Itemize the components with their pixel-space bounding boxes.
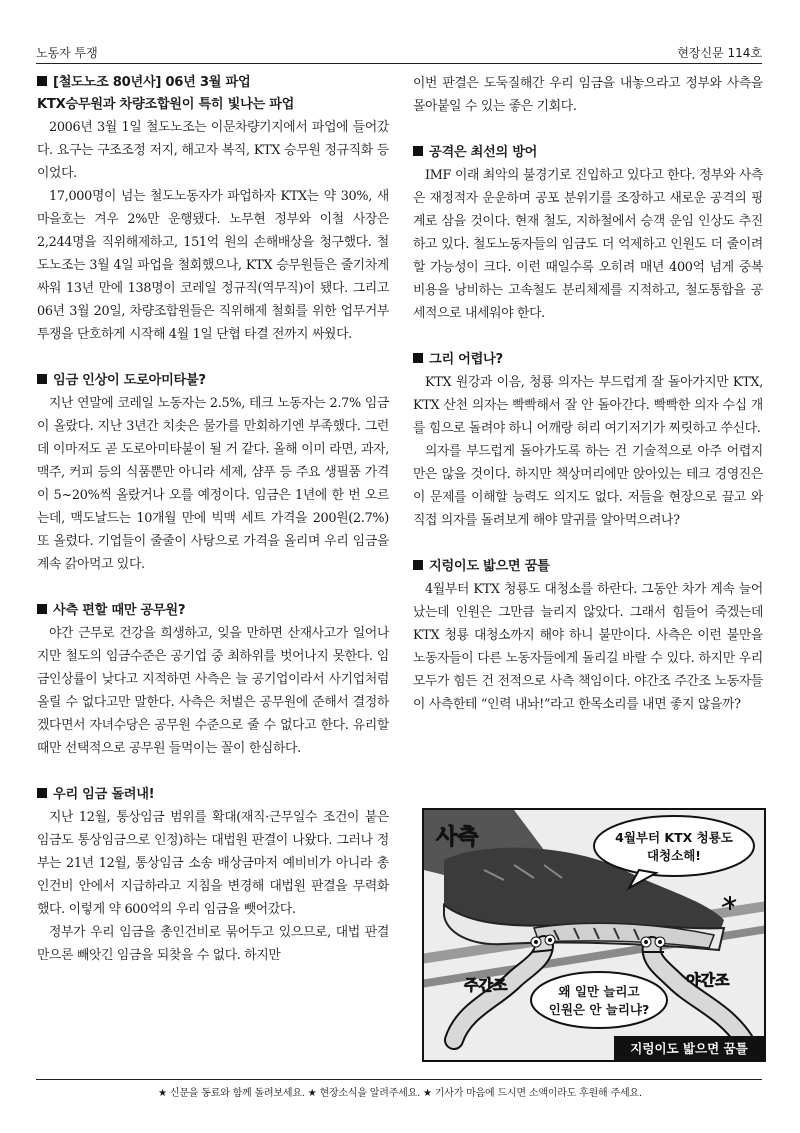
bullet-square-icon [37, 76, 47, 86]
article-public-servant [37, 600, 389, 760]
article-title: 공격은 최선의 방어 [413, 142, 763, 164]
left-column [37, 72, 389, 967]
paragraph: 의자를 부드럽게 돌아가도록 하는 건 기술적으로 아주 어렵지만은 않을 것이다. 하지만 책상머리에만 앉아있는 테크 경영진은 이 문제를 이해할 능력도 의지도 없다. 저들을 현장으로 끌고 와 직접 의자를 돌려보게 해야 말귀를 알아먹으려나? [413, 444, 763, 528]
article-body [413, 578, 763, 716]
paragraph: 2006년 3월 1일 철도노조는 이문차량기지에서 파업에 들어갔다. 요구는 구조조정 저지, 해고자 복직, KTX 승무원 정규직화 등이었다. [37, 120, 389, 181]
cartoon-illustration [422, 808, 766, 1062]
article-so-difficult [413, 349, 763, 532]
paragraph: 이번 판결은 도둑질해간 우리 임금을 내놓으라고 정부와 사측을 몰아붙일 수 있는 좋은 기회다. [413, 76, 763, 114]
label-company: 사측 [436, 825, 479, 850]
article-return-wages [37, 784, 389, 967]
paragraph: 야간 근무로 건강을 희생하고, 잊을 만하면 산재사고가 일어나지만 철도의 임금수준은 공기업 중 최하위를 벗어나지 못한다. 임금인상률이 낮다고 지적하면 사측은 늘 공기업이라서 사기업처럼 올릴 수 없다고만 말한다. 사측은 처벌은 공무원에 준해서 결정하겠다면서 자녀수당은 공무원 수준으로 줄 수 없다고 한다. 유리할 때만 선택적으로 공무원 들먹이는 꼴이 한심하다. [37, 626, 389, 756]
article-title: 우리 임금 돌려내! [37, 784, 389, 806]
paragraph: KTX 원강과 이음, 청룡 의자는 부드럽게 잘 돌아가지만 KTX, KTX 산천 의자는 빡빡해서 잘 안 돌아간다. 빡빡한 의자 수십 개를 힘으로 돌려야 하니 어깨랑 허리 여기저기가 찌릿하고 쑤신다. [413, 375, 763, 436]
article-attack-best-defense [413, 142, 763, 325]
bullet-square-icon [37, 374, 47, 384]
article-subtitle: KTX승무원과 차량조합원이 특히 빛나는 파업 [37, 97, 295, 112]
paragraph: 지난 12월, 통상임금 범위를 확대(재직·근무일수 조건이 붙은 임금도 통상임금으로 인정)하는 대법원 판결이 나왔다. 그러나 정부는 21년 12월, 통상임금 소송 배상금마저 예비비가 아니라 총인건비 안에서 지급하라고 지침을 변경해 대법원 판결을 무력화했다. 이렇게 약 600억의 우리 임금을 뺏어갔다. [37, 810, 389, 917]
article-title: [철도노조 80년사] 06년 3월 파업 [37, 72, 389, 94]
svg-text:인원은 안 늘리냐?: 인원은 안 늘리냐? [548, 1002, 650, 1017]
page-footer: ★ 신문을 동료와 함께 돌려보세요. ★ 현장소식을 알려주세요. ★ 기사가 마음에 드시면 소액이라도 후원해 주세요. [158, 1088, 642, 1099]
article-body [37, 622, 389, 760]
article-title: 그리 어렵나? [413, 349, 763, 371]
article-title: 지렁이도 밟으면 꿈틀 [413, 556, 763, 578]
label-day-shift: 주간조 [464, 976, 508, 994]
bullet-square-icon [413, 560, 423, 570]
article-continuation [413, 72, 763, 118]
footer-rule [36, 1079, 762, 1080]
bullet-square-icon [37, 604, 47, 614]
paragraph: 정부가 우리 임금을 총인건비로 묶어두고 있으므로, 대법 판결만으론 빼앗긴 임금을 되찾을 수 없다. 하지만 [37, 925, 389, 963]
speech-bubble-bottom [531, 972, 667, 1028]
article-railway-union-history [37, 72, 389, 346]
label-night-shift: 야간조 [686, 971, 730, 989]
article-worm-turns [413, 556, 763, 716]
paragraph: 17,000명이 넘는 철도노동자가 파업하자 KTX는 약 30%, 새마을호는 겨우 2%만 운행됐다. 노무현 정부와 이철 사장은 2,244명을 직위해제하고, 151억 원의 손해배상을 청구했다. 철도노조는 3월 4일 파업을 철회했으나, KTX 승무원들은 줄기차게 싸워 13년 만에 138명이 코레일 정규직(역무직)이 됐다. 그리고 06년 3월 20일, 차량조합원들은 직위해제 철회를 위한 업무거부투쟁을 단호하게 시작해 4월 1일 단협 타결 전까지 싸웠다. [37, 189, 389, 342]
bullet-square-icon [413, 146, 423, 156]
paragraph: IMF 이래 최악의 불경기로 진입하고 있다고 한다. 정부와 사측은 재정적자 운운하며 공포 분위기를 조장하고 새로운 공격의 핑계로 삼을 것이다. 현재 철도, 지하철에서 승객 운임 인상도 추진하고 있다. 철도노동자들의 임금도 더 억제하고 인원도 더 줄이려 할 가능성이 크다. 이런 때일수록 오히려 매년 400억 넘게 중복 비용을 낭비하는 고속철도 분리체제를 지적하고, 철도통합을 공세적으로 내세워야 한다. [413, 168, 763, 321]
article-body [37, 116, 389, 346]
article-title: 사측 편할 때만 공무원? [37, 600, 389, 622]
article-title: 임금 인상이 도로아미타불? [37, 370, 389, 392]
bullet-square-icon [37, 788, 47, 798]
article-body [413, 371, 763, 532]
paragraph: 4월부터 KTX 청룡도 대청소를 하란다. 그동안 차가 계속 늘어났는데 인원은 그만큼 늘리지 않았다. 그래서 힘들어 죽겠는데 KTX 청룡 대청소까지 해야 하니 불만이다. 사측은 이런 불만을 노동자들이 다른 노동자들에게 돌리길 바랄 수 있다. 하지만 우리 모두가 힘든 건 전적으로 사측 책임이다. 야간조 주간조 노동자들이 사측한테 “인력 내놔!”라고 한목소리를 내면 좋지 않을까? [413, 582, 763, 712]
cartoon-caption: 지렁이도 밟으면 꿈틀 [630, 1041, 748, 1056]
article-body [37, 392, 389, 576]
article-body [413, 164, 763, 325]
section-name: 노동자 투쟁 [36, 46, 98, 60]
header-rule [36, 63, 762, 64]
svg-text:왜 일만 늘리고: 왜 일만 늘리고 [558, 984, 640, 999]
article-wage-increase [37, 370, 389, 576]
article-body [37, 806, 389, 967]
right-column [413, 72, 763, 716]
issue-number: 현장신문 114호 [677, 46, 762, 60]
svg-text:대청소해!: 대청소해! [646, 848, 702, 863]
svg-text:4월부터 KTX 청룡도: 4월부터 KTX 청룡도 [615, 830, 733, 845]
bullet-square-icon [413, 353, 423, 363]
paragraph: 지난 연말에 코레일 노동자는 2.5%, 테크 노동자는 2.7% 임금이 올랐다. 지난 3년간 치솟은 물가를 만회하기엔 부족했다. 그런데 이마저도 곧 도로아미타불이 될 거 같다. 올해 이미 라면, 과자, 맥주, 커피 등의 식품뿐만 아니라 세제, 샴푸 등 주요 생필품 가격이 5~20%씩 올랐거나 오를 예정이다. 임금은 1년에 한 번 오르는데, 맥도날드는 10개월 만에 빅맥 세트 가격을 200원(2.7%) 또 올렸다. 기업들이 줄줄이 사탕으로 가격을 올리며 우리 임금을 계속 갉아먹고 있다. [37, 396, 389, 572]
